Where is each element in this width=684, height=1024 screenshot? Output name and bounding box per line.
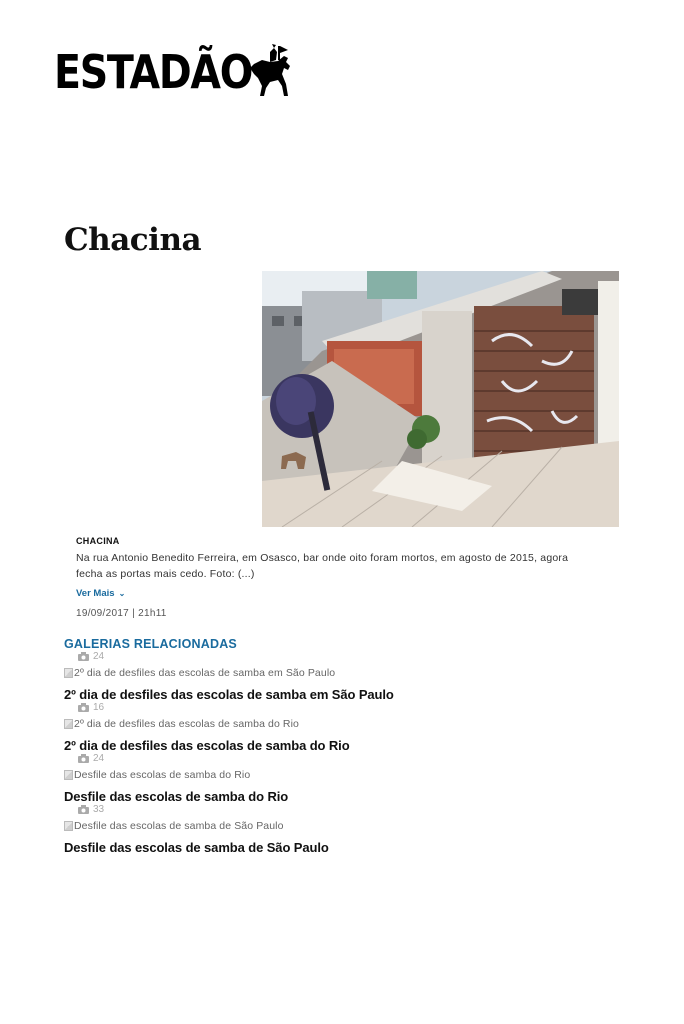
related-galleries-heading: GALERIAS RELACIONADAS bbox=[64, 637, 237, 651]
photo-count bbox=[78, 753, 104, 764]
gallery-title-link[interactable]: 2º dia de desfiles das escolas de samba em São Paulo bbox=[64, 687, 394, 702]
photo-count bbox=[78, 804, 104, 815]
related-gallery-item[interactable] bbox=[64, 804, 624, 854]
gallery-thumbnail[interactable] bbox=[64, 718, 299, 730]
related-gallery-item[interactable] bbox=[64, 651, 624, 701]
publish-date: 19/09/2017 | 21h11 bbox=[76, 608, 167, 619]
photo-caption-heading: CHACINA bbox=[76, 536, 120, 546]
knight-horse-icon bbox=[244, 44, 300, 100]
photo-count bbox=[78, 702, 104, 713]
gallery-thumbnail-alt: 2º dia de desfiles das escolas de samba do Rio bbox=[74, 718, 299, 730]
gallery-thumbnail[interactable] bbox=[64, 769, 250, 781]
photo-count-value: 33 bbox=[93, 804, 105, 815]
camera-icon bbox=[78, 652, 89, 661]
gallery-thumbnail-alt: Desfile das escolas de samba de São Paulo bbox=[74, 820, 284, 832]
photo-count-value: 16 bbox=[93, 702, 105, 713]
logo-wordmark: ESTADÃO bbox=[54, 45, 253, 99]
broken-image-icon bbox=[64, 668, 73, 678]
related-gallery-item[interactable] bbox=[64, 702, 624, 752]
gallery-title-link[interactable]: Desfile das escolas de samba do Rio bbox=[64, 789, 289, 804]
photo-caption-text: Na rua Antonio Benedito Ferreira, em Osasco, bar onde oito foram mortos, em agosto de 2015, agora fecha as portas mais cedo. Foto: (...) bbox=[76, 552, 569, 580]
gallery-thumbnail-alt: Desfile das escolas de samba do Rio bbox=[74, 769, 251, 781]
gallery-thumbnail-alt: 2º dia de desfiles das escolas de samba em São Paulo bbox=[74, 667, 336, 679]
chevron-down-icon: ⌄ bbox=[118, 589, 126, 598]
gallery-title-link[interactable]: Desfile das escolas de samba de São Paulo bbox=[64, 840, 329, 855]
gallery-thumbnail[interactable] bbox=[64, 820, 284, 832]
broken-image-icon bbox=[64, 770, 73, 780]
camera-icon bbox=[78, 805, 89, 814]
camera-icon bbox=[78, 754, 89, 763]
photo-count bbox=[78, 651, 104, 662]
article-photo[interactable] bbox=[262, 271, 619, 527]
ver-mais-label: Ver Mais bbox=[76, 588, 115, 599]
related-gallery-item[interactable] bbox=[64, 753, 624, 803]
gallery-title-link[interactable]: 2º dia de desfiles das escolas de samba do Rio bbox=[64, 738, 350, 753]
gallery-thumbnail[interactable] bbox=[64, 667, 335, 679]
ver-mais-link[interactable] bbox=[76, 588, 125, 599]
broken-image-icon bbox=[64, 821, 73, 831]
broken-image-icon bbox=[64, 719, 73, 729]
estadao-logo[interactable] bbox=[54, 44, 264, 100]
photo-count-value: 24 bbox=[93, 651, 105, 662]
photo-count-value: 24 bbox=[93, 753, 105, 764]
article-title: Chacina bbox=[64, 222, 202, 258]
camera-icon bbox=[78, 703, 89, 712]
